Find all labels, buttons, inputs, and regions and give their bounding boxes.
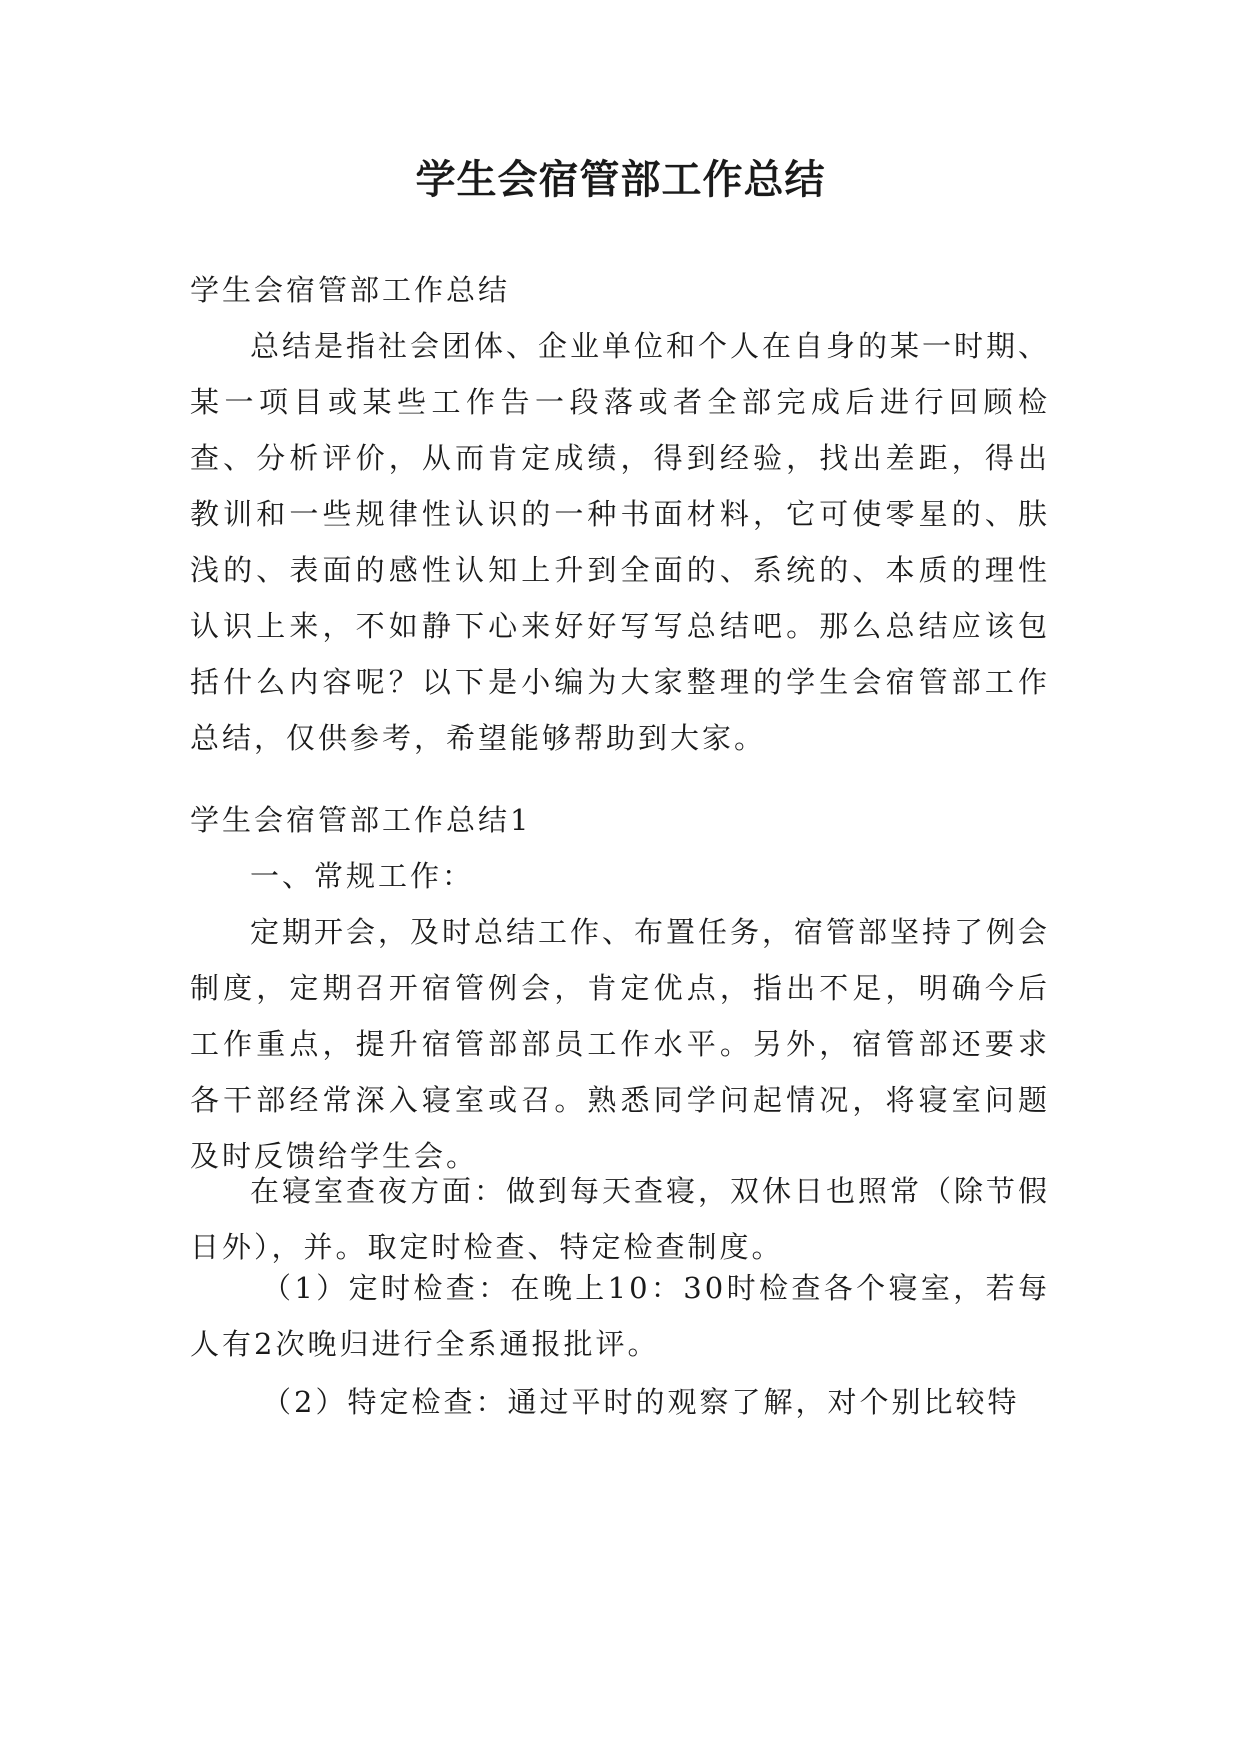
document-subtitle: 学生会宿管部工作总结	[190, 273, 511, 307]
meetings-paragraph: 定期开会，及时总结工作、布置任务，宿管部坚持了例会制度，定期召开宿管例会，肯定优点，指出不足，明确今后工作重点，提升宿管部部员工作水平。另外，宿管部还要求各干部经常深入寝室或召。熟悉同学问起情况，将寝室问题及时反馈给学生会。	[190, 915, 1051, 1173]
section-subheading: 一、常规工作：	[250, 859, 475, 893]
timed-check-item: （1）定时检查：在晚上10：30时检查各个寝室，若每人有2次晚归进行全系通报批评。	[190, 1271, 1050, 1361]
special-check-item: （2）特定检查：通过平时的观察了解，对个别比较特	[262, 1385, 1020, 1419]
document-title: 学生会宿管部工作总结	[415, 157, 826, 203]
section-heading: 学生会宿管部工作总结1	[190, 803, 532, 837]
intro-paragraph: 总结是指社会团体、企业单位和个人在自身的某一时期、某一项目或某些工作告一段落或者全部完成后进行回顾检查、分析评价，从而肯定成绩，得到经验，找出差距，得出教训和一些规律性认识的一种书面材料，它可使零星的、肤浅的、表面的感性认知上升到全面的、系统的、本质的理性认识上来，不如静下心来好好写写总结吧。那么总结应该包括什么内容呢？以下是小编为大家整理的学生会宿管部工作总结，仅供参考，希望能够帮助到大家。	[190, 329, 1051, 755]
night-check-paragraph: 在寝室查夜方面：做到每天查寝，双休日也照常（除节假日外），并。取定时检查、特定检查制度。	[190, 1174, 1051, 1264]
